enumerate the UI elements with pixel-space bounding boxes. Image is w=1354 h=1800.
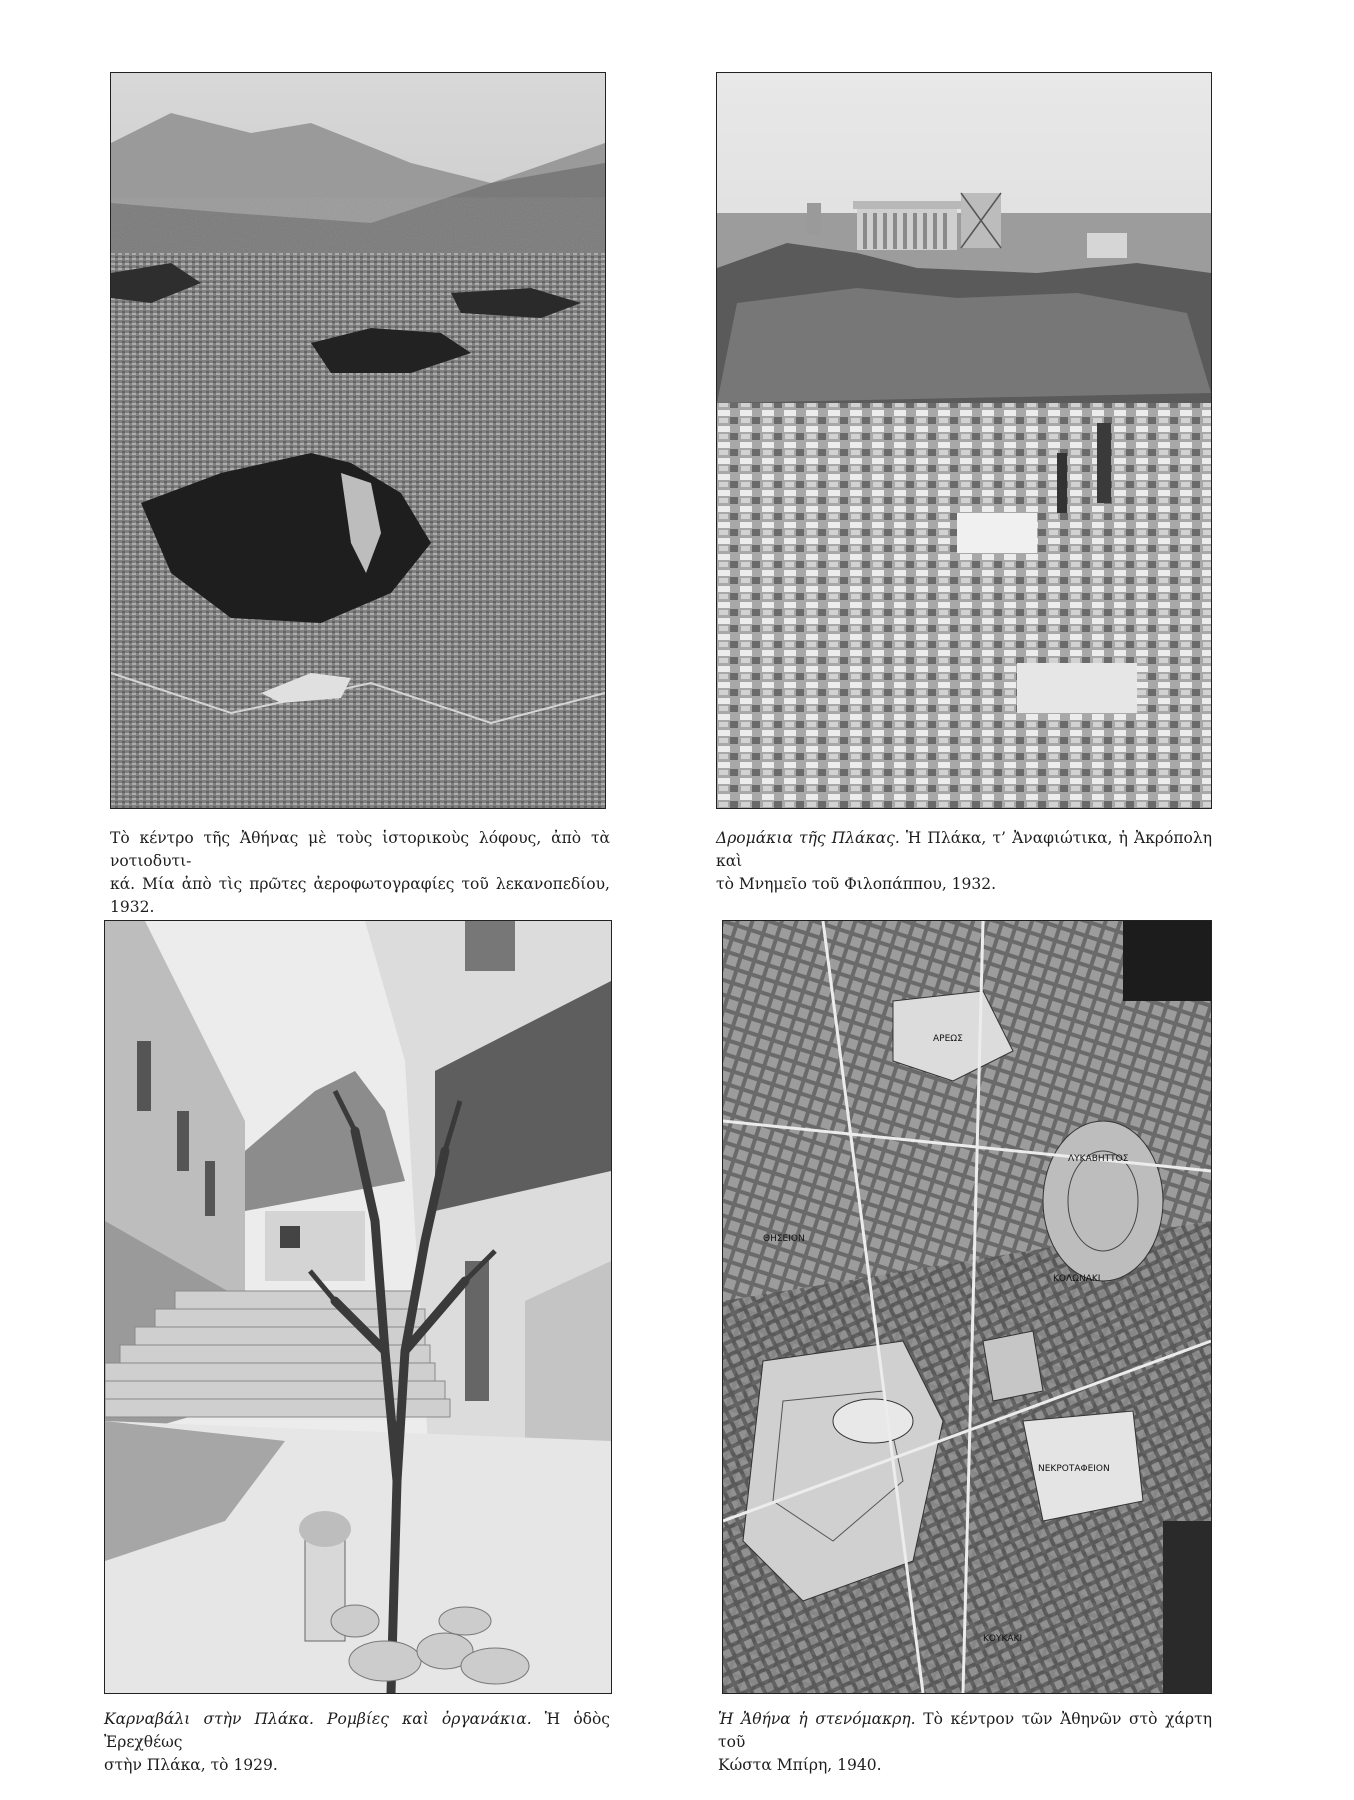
- map-label: ΚΟΛΩΝΑΚΙ: [1053, 1274, 1101, 1284]
- caption-line: τὸ Μνημεῖο τοῦ Φιλοπάππου, 1932.: [716, 875, 997, 893]
- aerial-athens-caption: [110, 827, 610, 919]
- caption-line: κά. Μία ἀπὸ τὶς πρῶτες ἀεροφωτογραφίες τοῦ λεκανοπεδίου, 1932.: [110, 875, 610, 916]
- caption-italic: Δρομάκια τῆς Πλάκας.: [716, 829, 900, 847]
- athens-map-svg: [723, 921, 1211, 1693]
- caption-text: Ἡ ὁδὸς Ἐρεχθέως: [104, 1710, 610, 1751]
- plaka-acropolis-photo: [716, 72, 1212, 809]
- map-label: ΛΥΚΑΒΗΤΤΟΣ: [1068, 1154, 1129, 1164]
- caption-line: Κώστα Μπίρη, 1940.: [718, 1756, 882, 1774]
- plaka-street-image: [105, 921, 611, 1693]
- aerial-athens-photo: [110, 72, 606, 809]
- plaka-street-caption: [104, 1708, 610, 1777]
- caption-line: Τὸ κέντρο τῆς Ἀθήνας μὲ τοὺς ἱστορικοὺς λόφους, ἀπὸ τὰ νοτιοδυτι-: [110, 829, 610, 870]
- plaka-acropolis-image: [717, 73, 1211, 808]
- caption-text: Τὸ κέντρον τῶν Ἀθηνῶν στὸ χάρτη τοῦ: [718, 1710, 1212, 1751]
- aerial-athens-image: [111, 73, 605, 808]
- plaka-acropolis-caption: [716, 827, 1212, 896]
- caption-italic: Καρναβάλι στὴν Πλάκα. Ρομβίες καὶ ὀργανάκια.: [104, 1710, 532, 1728]
- caption-text: Ἡ Πλάκα, τ’ Ἀναφιώτικα, ἡ Ἀκρόπολη καὶ: [716, 829, 1212, 870]
- athens-map-image: [722, 920, 1212, 1694]
- plaka-street-photo: [104, 920, 612, 1694]
- map-label: ΘΗΣΕΙΟΝ: [763, 1234, 805, 1244]
- map-label: ΚΟΥΚΑΚΙ: [983, 1634, 1023, 1644]
- map-label: ΝΕΚΡΟΤΑΦΕΙΟΝ: [1038, 1464, 1110, 1474]
- caption-line: στὴν Πλάκα, τὸ 1929.: [104, 1756, 278, 1774]
- map-label: ΑΡΕΩΣ: [933, 1034, 963, 1044]
- caption-italic: Ἡ Ἀθήνα ἡ στενόμακρη.: [718, 1710, 916, 1728]
- athens-map-caption: [718, 1708, 1212, 1777]
